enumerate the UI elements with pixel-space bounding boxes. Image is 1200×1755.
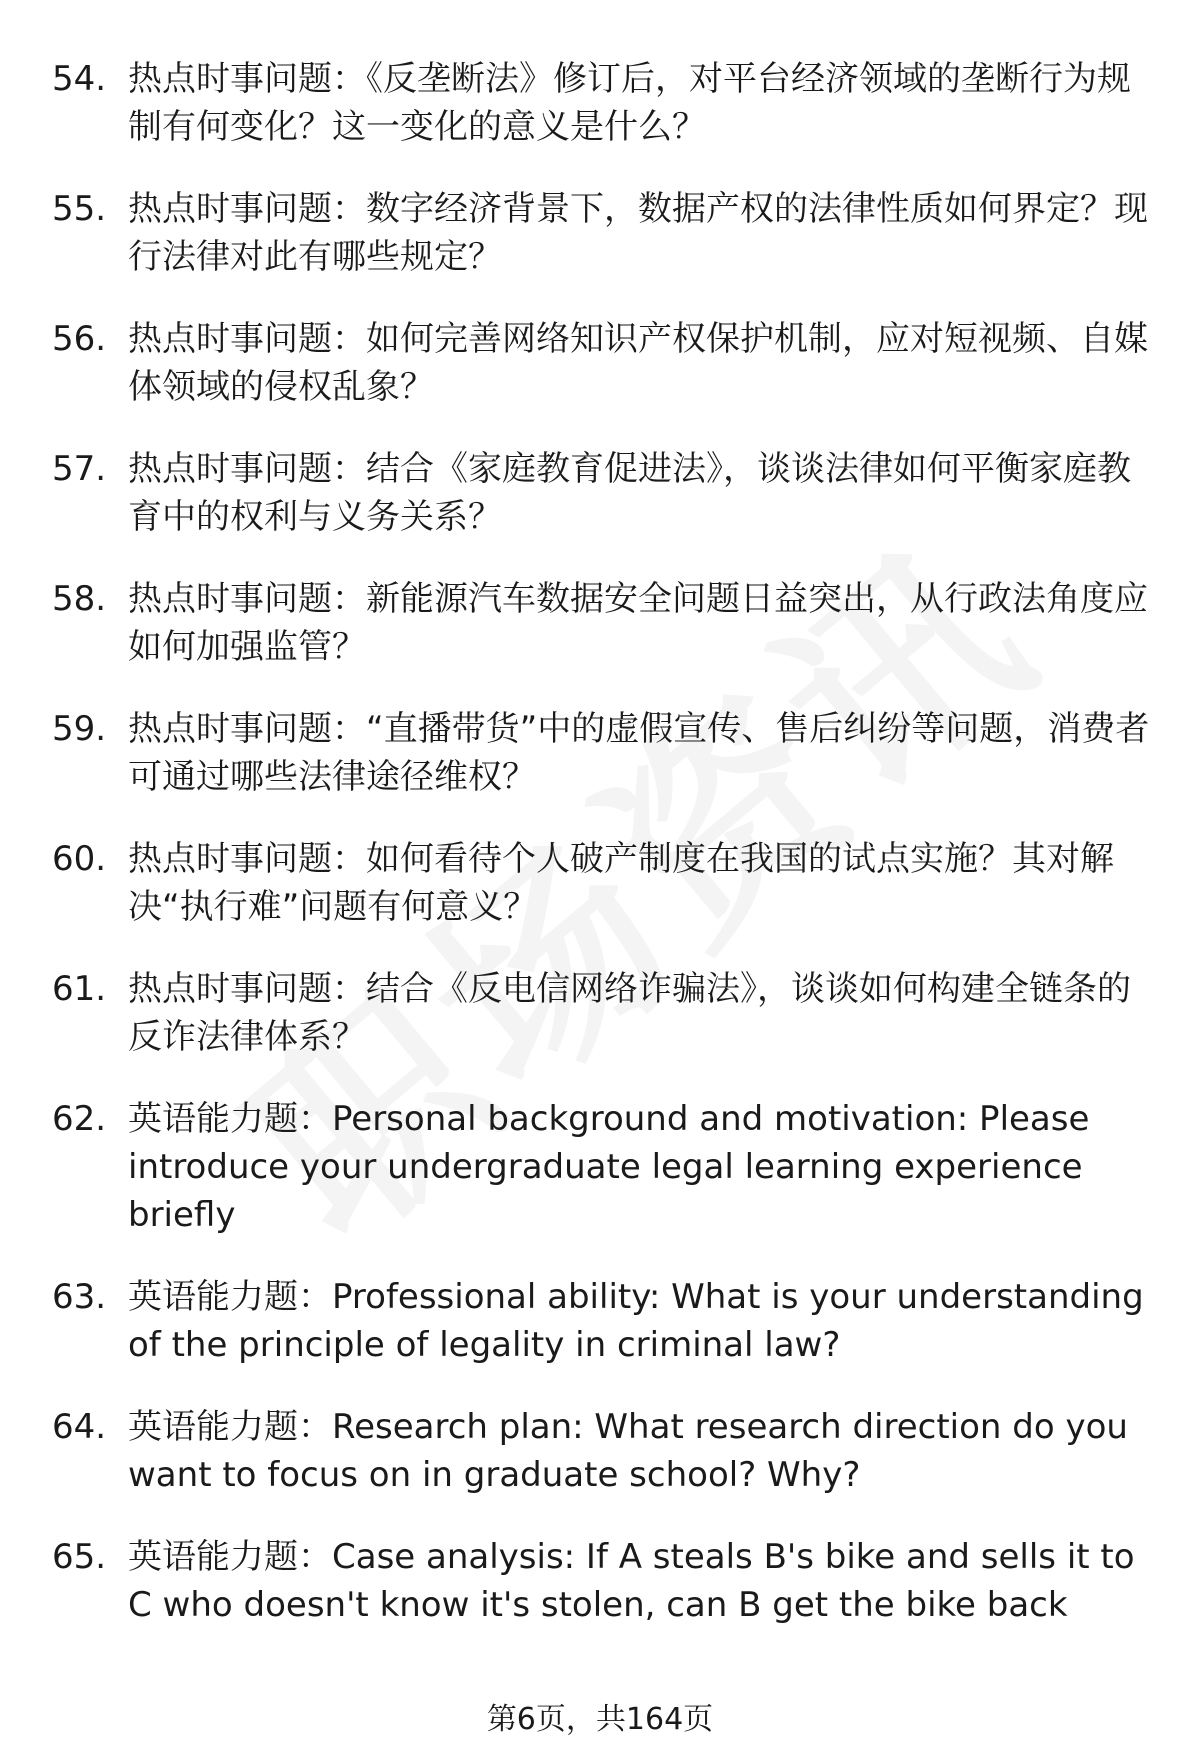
question-list bbox=[52, 55, 1162, 1663]
question-number: 60. bbox=[52, 839, 107, 879]
question-item bbox=[52, 1273, 1162, 1369]
question-item bbox=[52, 55, 1162, 151]
question-text: 热点时事问题：如何完善网络知识产权保护机制，应对短视频、自媒体领域的侵权乱象？ bbox=[128, 319, 1148, 407]
question-text: 热点时事问题：数字经济背景下，数据产权的法律性质如何界定？现行法律对此有哪些规定？ bbox=[128, 189, 1148, 277]
question-number: 54. bbox=[52, 59, 107, 99]
question-text: 热点时事问题：“直播带货”中的虚假宣传、售后纠纷等问题，消费者可通过哪些法律途径维权？ bbox=[128, 709, 1150, 797]
question-text: 热点时事问题：结合《反电信网络诈骗法》，谈谈如何构建全链条的反诈法律体系？ bbox=[128, 969, 1131, 1057]
question-text: 英语能力题：Professional ability: What is your understanding of the principle of legality in criminal law? bbox=[128, 1277, 1144, 1365]
question-number: 59. bbox=[52, 709, 107, 749]
question-item bbox=[52, 1533, 1162, 1629]
question-number: 56. bbox=[52, 319, 107, 359]
question-item bbox=[52, 185, 1162, 281]
question-text: 热点时事问题：结合《家庭教育促进法》，谈谈法律如何平衡家庭教育中的权利与义务关系？ bbox=[128, 449, 1131, 537]
question-text: 热点时事问题：新能源汽车数据安全问题日益突出，从行政法角度应如何加强监管？ bbox=[128, 579, 1148, 667]
question-text: 英语能力题：Case analysis: If A steals B's bike and sells it to C who doesn't know it's stolen, can B get the bike back bbox=[128, 1537, 1135, 1625]
question-number: 62. bbox=[52, 1099, 107, 1139]
question-number: 65. bbox=[52, 1537, 107, 1577]
page-number-label: 第6页，共164页 bbox=[486, 1702, 714, 1737]
page-footer bbox=[0, 1700, 1200, 1740]
question-text: 英语能力题：Personal background and motivation: Please introduce your undergraduate legal learning experience briefly bbox=[128, 1099, 1090, 1235]
question-item bbox=[52, 315, 1162, 411]
question-number: 63. bbox=[52, 1277, 107, 1317]
question-item bbox=[52, 1095, 1162, 1239]
question-item bbox=[52, 445, 1162, 541]
question-item bbox=[52, 705, 1162, 801]
question-text: 英语能力题：Research plan: What research direction do you want to focus on in graduate school? Why? bbox=[128, 1407, 1128, 1495]
question-number: 55. bbox=[52, 189, 107, 229]
question-number: 64. bbox=[52, 1407, 107, 1447]
question-item bbox=[52, 835, 1162, 931]
question-text: 热点时事问题：如何看待个人破产制度在我国的试点实施？其对解决“执行难”问题有何意义？ bbox=[128, 839, 1114, 927]
question-item bbox=[52, 575, 1162, 671]
question-number: 57. bbox=[52, 449, 107, 489]
question-number: 58. bbox=[52, 579, 107, 619]
question-number: 61. bbox=[52, 969, 107, 1009]
question-text: 热点时事问题：《反垄断法》修订后，对平台经济领域的垄断行为规制有何变化？这一变化的意义是什么？ bbox=[128, 59, 1131, 147]
question-item bbox=[52, 965, 1162, 1061]
question-item bbox=[52, 1403, 1162, 1499]
